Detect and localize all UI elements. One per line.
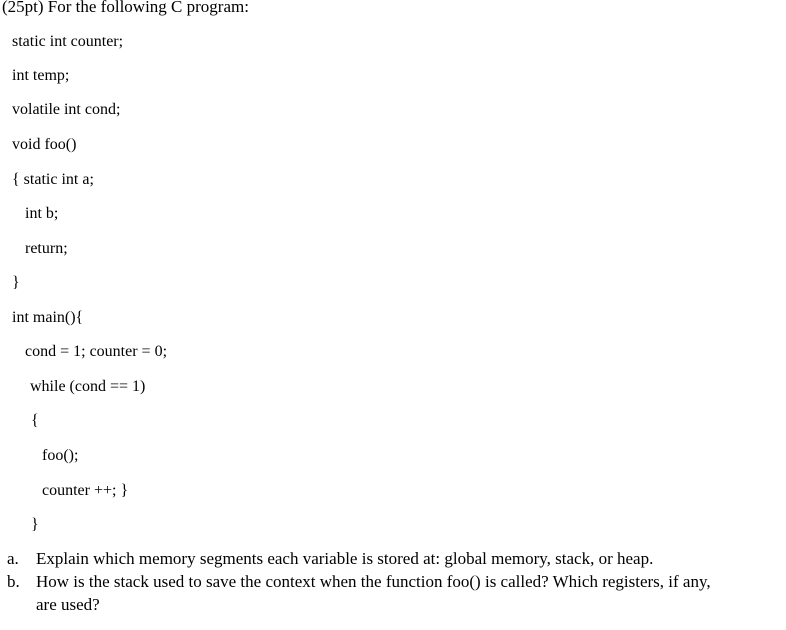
code-line: int temp;	[12, 67, 70, 84]
code-line: while (cond == 1)	[30, 378, 146, 395]
code-line: foo();	[42, 447, 79, 464]
problem-title: (25pt) For the following C program:	[2, 0, 249, 16]
code-line: volatile int cond;	[12, 101, 121, 118]
question-marker: b.	[7, 572, 20, 591]
question-text: How is the stack used to save the context when the function foo() is called? Which registers, if any,	[36, 572, 711, 591]
code-line: { static int a;	[12, 171, 94, 188]
code-line: void foo()	[12, 136, 77, 153]
code-line: cond = 1; counter = 0;	[25, 343, 168, 360]
code-line: }	[31, 516, 39, 533]
question-text: Explain which memory segments each variable is stored at: global memory, stack, or heap.	[36, 549, 654, 568]
question-a	[0, 549, 786, 571]
question-marker: a.	[7, 549, 19, 568]
code-line: counter ++; }	[42, 482, 129, 499]
code-line: }	[12, 274, 20, 291]
question-text: are used?	[36, 595, 100, 614]
code-line: int b;	[25, 205, 59, 222]
code-line: {	[31, 412, 39, 429]
code-line: return;	[25, 240, 68, 257]
question-b	[0, 572, 786, 616]
code-line: int main(){	[12, 309, 84, 326]
code-line: static int counter;	[12, 33, 124, 50]
